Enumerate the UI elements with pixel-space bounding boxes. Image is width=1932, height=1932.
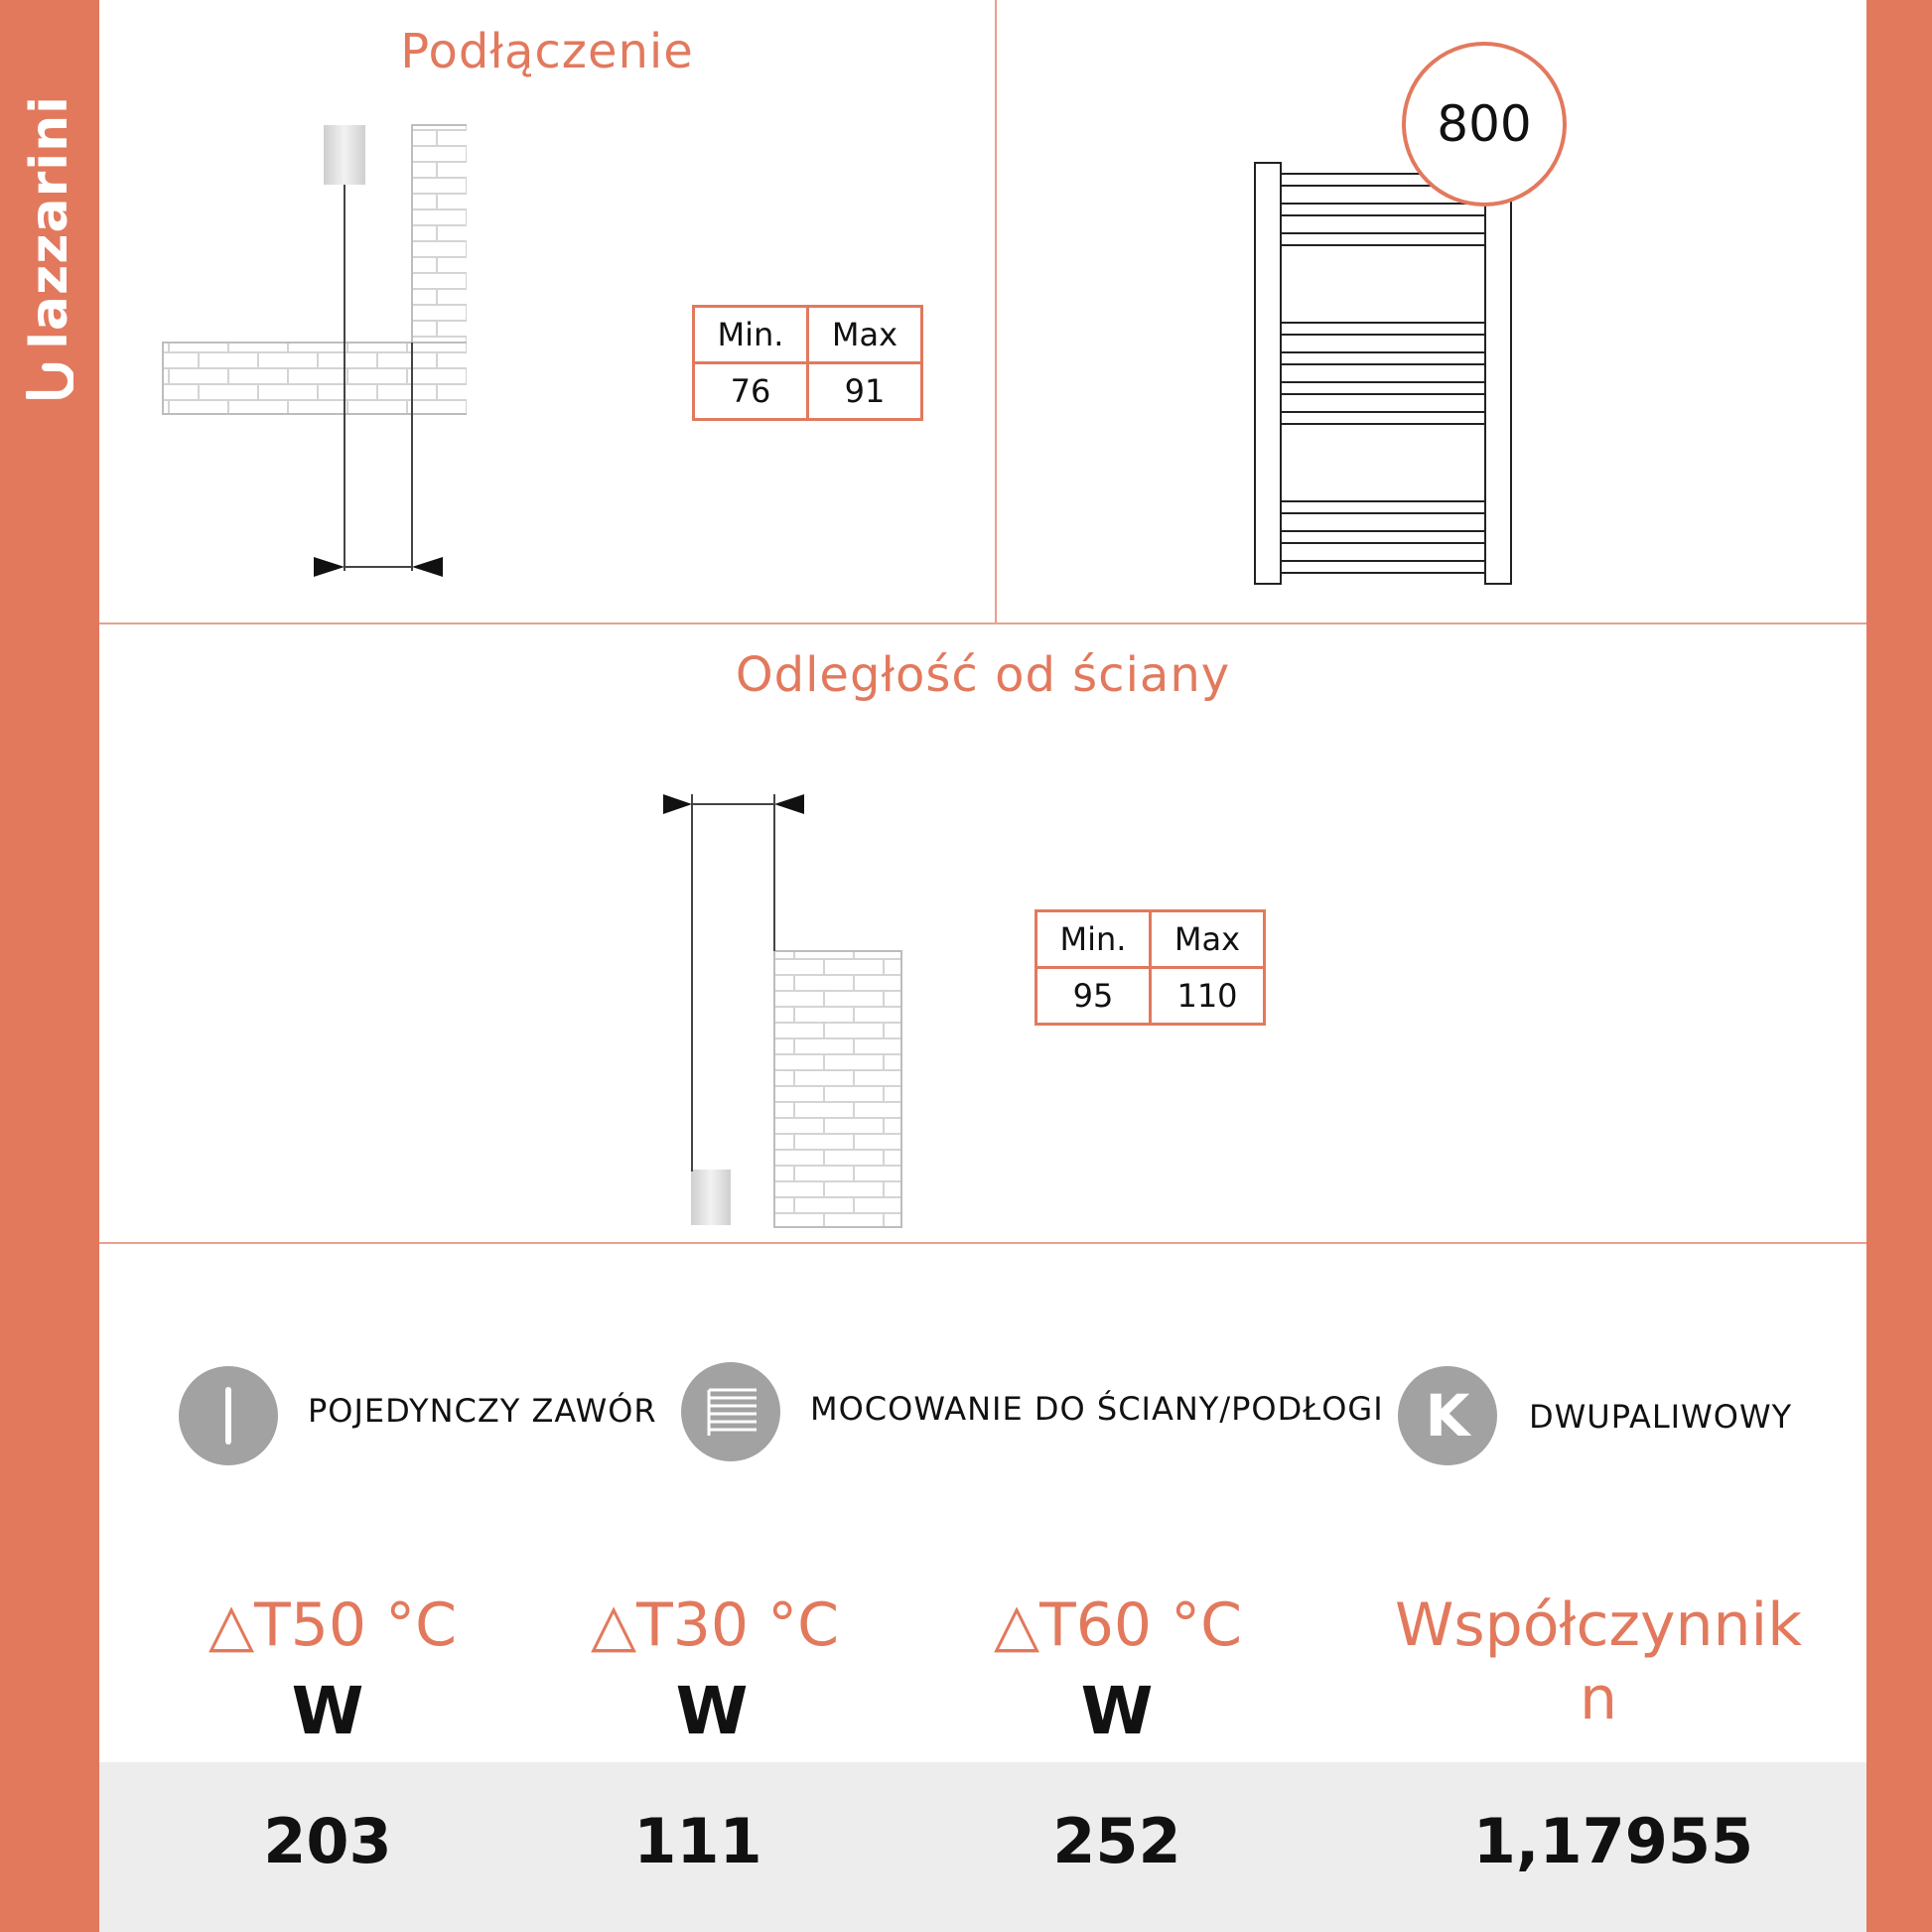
metric-value-coefficient: 1,17955 [1472, 1805, 1754, 1877]
feature-label-wall-floor-mount: MOCOWANIE DO ŚCIANY/PODŁOGI [810, 1390, 1384, 1428]
feature-label-single-valve: POJEDYNCZY ZAWÓR [308, 1392, 657, 1430]
feature-label-dual-fuel: DWUPALIWOWY [1529, 1398, 1793, 1436]
dual-fuel-k-letter: K [1425, 1382, 1470, 1449]
single-valve-icon [179, 1366, 278, 1465]
connection-title: Podłączenie [400, 24, 694, 79]
lazzarini-mark-icon [26, 361, 73, 401]
brand-logo [20, 95, 79, 401]
connection-max-label: Max [808, 307, 922, 363]
metric-value-t30: 111 [633, 1805, 762, 1877]
section-divider-2 [99, 1242, 1866, 1244]
wall-distance-table [1035, 909, 1266, 1026]
radiator-drawing [1251, 159, 1519, 596]
metric-value-t50: 203 [263, 1805, 392, 1877]
connection-max-value: 91 [808, 363, 922, 420]
connection-min-value: 76 [694, 363, 808, 420]
metric-unit-t60: W [1080, 1673, 1154, 1749]
connection-min-label: Min. [694, 307, 808, 363]
metric-value-t60: 252 [1052, 1805, 1181, 1877]
delta-icon: △ [993, 1590, 1040, 1660]
metric-unit-t50: W [291, 1673, 364, 1749]
dual-fuel-k-icon [1398, 1366, 1497, 1465]
wall-distance-diagram [655, 784, 913, 1231]
model-size-badge: 800 [1402, 42, 1567, 207]
connection-table [692, 305, 923, 421]
metric-label-coefficient: Współczynnik n [1395, 1590, 1802, 1733]
wall-max-label: Max [1151, 911, 1265, 968]
metric-label-t50: T50 °C [254, 1590, 458, 1660]
metric-head-coefficient [1370, 1588, 1827, 1735]
delta-icon: △ [207, 1590, 255, 1660]
metric-head-t30 [536, 1588, 894, 1662]
metric-head-t50 [154, 1588, 511, 1662]
wall-floor-mount-icon [681, 1362, 780, 1461]
connection-diagram [149, 114, 467, 591]
metric-head-t60 [939, 1588, 1297, 1662]
metric-label-t30: T30 °C [636, 1590, 840, 1660]
top-divider [995, 0, 997, 623]
brand-name: lazzarini [20, 95, 79, 349]
wall-min-value: 95 [1036, 968, 1151, 1025]
right-brand-bar [1866, 0, 1932, 1932]
metric-unit-t30: W [675, 1673, 749, 1749]
delta-icon: △ [590, 1590, 637, 1660]
wall-min-label: Min. [1036, 911, 1151, 968]
wall-distance-title: Odległość od ściany [735, 647, 1231, 703]
wall-max-value: 110 [1151, 968, 1265, 1025]
section-divider-1 [99, 622, 1866, 624]
metric-label-t60: T60 °C [1039, 1590, 1243, 1660]
